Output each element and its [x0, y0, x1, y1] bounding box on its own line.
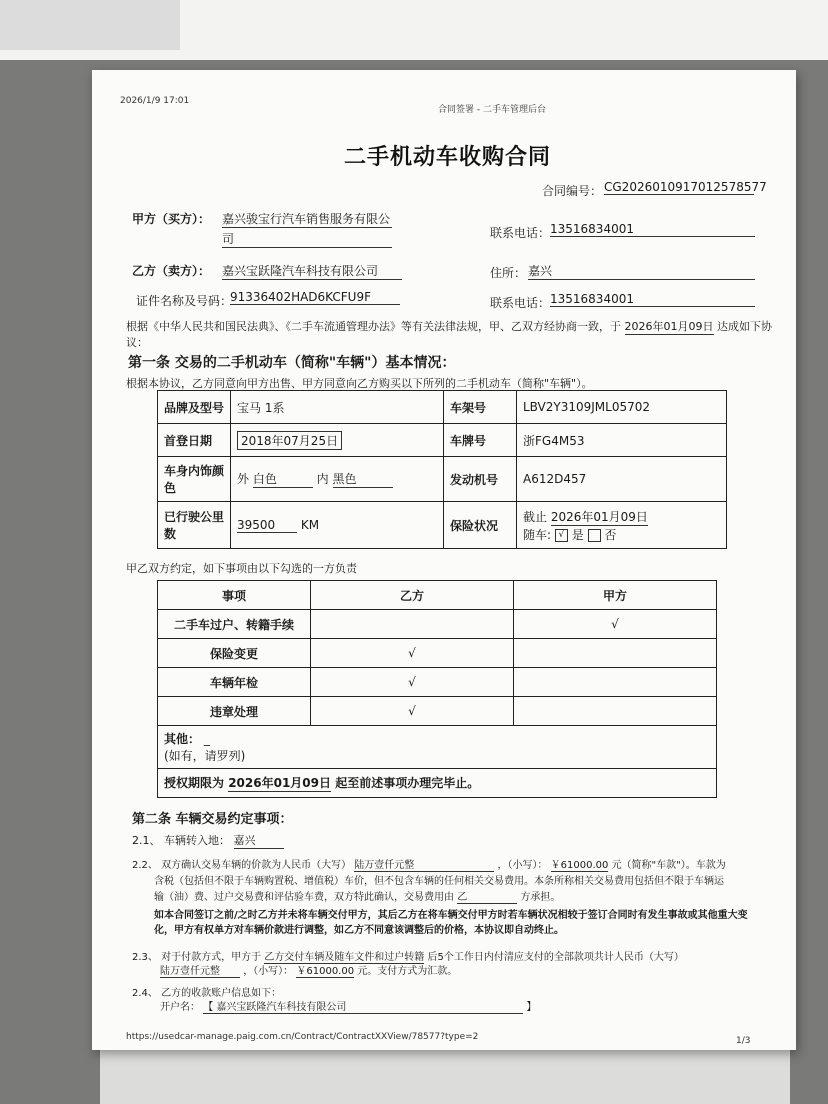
clause-2-2-bold: 如本合同签订之前/之时乙方并未将车辆交付甲方，其后乙方在将车辆交付甲方时若车辆状况相较于签订合同时有发生事故或其他重大变化，甲方有权单方对车辆价款进行调整，如乙方不同意该调整后的价格，本协议即自动终止。	[154, 910, 748, 936]
reg-date-cell	[231, 424, 444, 457]
mileage-cell: 39500 KM	[231, 502, 444, 549]
price-upper: 陆万壹仟元整	[354, 856, 494, 872]
contract-no: CG202601091701257857​7	[604, 180, 767, 194]
article1-heading: 第一条 交易的二手机动车（简称"车辆"）基本情况：	[128, 355, 456, 371]
auth-date: 2026年01月09日	[228, 776, 332, 790]
party-b-id-no: 91336402HAD6KCFU9F	[230, 290, 400, 305]
other-cell: 其他： _ (如有，请罗列)	[158, 726, 717, 769]
insurance-label: 保险状况	[444, 502, 517, 549]
article1-intro: 根据本协议，乙方同意向甲方出售、甲方同意向乙方购买以下所列的二手机动车（简称"车辆"）。	[126, 377, 593, 390]
color-cell: 外 白色 内 黑色	[231, 457, 444, 502]
mileage-label: 已行驶公里 数	[158, 502, 231, 549]
col-item: 事项	[158, 581, 311, 610]
clause-2-2-line2: 含税（包括但不限于车辆购置税、增值税）车价，但不包含车辆的任何相关交易费用。本条所称相关交易费用包括但不限于车辆运	[154, 876, 724, 887]
paper-stack-edge	[100, 1048, 790, 1104]
party-b-address: 嘉兴	[528, 262, 755, 280]
clause-2-1: 2.1、 车辆转入地： 嘉兴	[132, 832, 284, 849]
table-row: 保险变更 √	[158, 639, 717, 668]
transfer-location: 嘉兴	[234, 832, 284, 849]
article2-heading: 第二条 车辆交易约定事项：	[132, 812, 293, 827]
color-label: 车身内饰颜 色	[158, 457, 231, 502]
party-a-phone-label: 联系电话：	[490, 226, 551, 240]
insurance-until: 2026年01月09日	[550, 509, 648, 524]
background-object	[0, 0, 180, 50]
print-datetime: 2026/1/9 17:01	[120, 96, 190, 106]
clause-2-3-line2: 陆万壹仟元整 ，（小写）： ￥61000.00 元。支付方式为汇款。	[160, 962, 457, 978]
brand-label: 品牌及型号	[158, 391, 231, 424]
party-a-phone: 13516834001	[550, 222, 755, 237]
table-row: 违章处理 √	[158, 697, 717, 726]
contract-title: 二手机动车收购合同	[344, 145, 552, 170]
payment-upper: 陆万壹仟元整	[160, 962, 240, 978]
reg-date-label: 首登日期	[158, 424, 231, 457]
reg-date-value: 2018年07月25日	[237, 431, 342, 450]
contract-page	[92, 70, 796, 1050]
page-number: 1/3	[736, 1036, 751, 1046]
preamble-line1: 根据《中华人民共和国民法典》、《二手车流通管理办法》等有关法律法规，甲、乙双方经协商一致，于 2026年01月09日 达成如下协	[126, 320, 772, 333]
party-b-phone: 13516834001	[550, 292, 755, 307]
fee-payer: 乙	[457, 888, 517, 904]
site-title: 合同签署 - 二手车管理后台	[438, 105, 546, 115]
auth-cell: 授权期限为 2026年01月09日 起至前述事项办理完毕止。	[158, 769, 717, 798]
check-a	[514, 668, 717, 697]
party-a-name-line2: 司	[222, 230, 392, 248]
party-b-label: 乙方（卖方）：	[132, 264, 211, 278]
payment-condition: 乙方交付车辆及随车文件和过户转籍	[264, 948, 424, 964]
int-color: 黑色	[333, 470, 393, 488]
mileage-value: 39500	[237, 518, 297, 533]
yes-checkbox[interactable]: √	[555, 529, 568, 542]
duties-intro: 甲乙双方约定，如下事项由以下勾选的一方负责	[126, 562, 357, 575]
check-a: √	[514, 610, 717, 639]
table-row: 二手车过户、转籍手续 √	[158, 610, 717, 639]
footer-url: https://usedcar-manage.paig.com.cn/Contract/ContractXXView/78577?type=2	[126, 1032, 479, 1042]
check-b: √	[311, 697, 514, 726]
clause-2-3-line1: 2.3、 对于付款方式，甲方于 乙方交付车辆及随车文件和过户转籍 后5个工作日内付清应支付的全部款项共计人民币（大写）	[132, 948, 684, 964]
plate-value: 浙FG4M53	[517, 424, 727, 457]
duties-table	[157, 580, 717, 798]
insurance-cell: 截止 2026年01月09日 随车: √ 是 否	[517, 502, 727, 549]
col-party-a: 甲方	[514, 581, 717, 610]
engine-label: 发动机号	[444, 457, 517, 502]
preamble-date: 2026年01月09日	[624, 320, 714, 333]
table-row: 车辆年检 √	[158, 668, 717, 697]
clause-2-2-line3: 输（油）费、过户交易费和评估验车费，双方特此确认，交易费用由 乙 方承担。	[154, 888, 560, 904]
account-holder: 【 嘉兴宝跃隆汽车科技有限公司	[203, 998, 523, 1014]
party-b-phone-label: 联系电话：	[490, 296, 551, 310]
check-b	[311, 610, 514, 639]
background-desk	[0, 0, 828, 60]
payment-lower: ￥61000.00	[296, 962, 354, 978]
vehicle-table	[157, 390, 727, 549]
vin-value: LBV2Y3109JML05702	[517, 391, 727, 424]
party-a-label: 甲方（买方）：	[132, 212, 211, 226]
ext-color: 白色	[253, 470, 313, 488]
party-a-name-line1: 嘉兴骏宝行汽车销售服务有限公	[222, 212, 391, 226]
contract-no-label: 合同编号：	[542, 184, 603, 198]
party-b-id-label: 证件名称及号码：	[136, 294, 233, 308]
engine-value: A612D457	[517, 457, 727, 502]
col-party-b: 乙方	[311, 581, 514, 610]
party-b-address-label: 住所：	[490, 266, 527, 280]
clause-2-2-line1: 2.2、 双方确认交易车辆的价款为人民币（大写） 陆万壹仟元整 ，（小写）： ￥61000.00 元（简称"车款"）。车款为	[132, 856, 726, 872]
check-b: √	[311, 639, 514, 668]
vin-label: 车架号	[444, 391, 517, 424]
preamble-line2: 议：	[126, 336, 148, 349]
check-a	[514, 639, 717, 668]
account-holder-line: 开户名： 【 嘉兴宝跃隆汽车科技有限公司 】	[160, 998, 536, 1014]
party-b-name: 嘉兴宝跃隆汽车科技有限公司	[222, 262, 402, 280]
plate-label: 车牌号	[444, 424, 517, 457]
table-row-auth	[158, 769, 717, 798]
check-a	[514, 697, 717, 726]
price-lower: ￥61000.00	[551, 856, 609, 872]
clause-2-4: 2.4、 乙方的收款账户信息如下：	[132, 988, 282, 999]
brand-value: 宝马 1系	[231, 391, 444, 424]
table-row-other	[158, 726, 717, 769]
no-checkbox[interactable]	[588, 529, 601, 542]
check-b: √	[311, 668, 514, 697]
